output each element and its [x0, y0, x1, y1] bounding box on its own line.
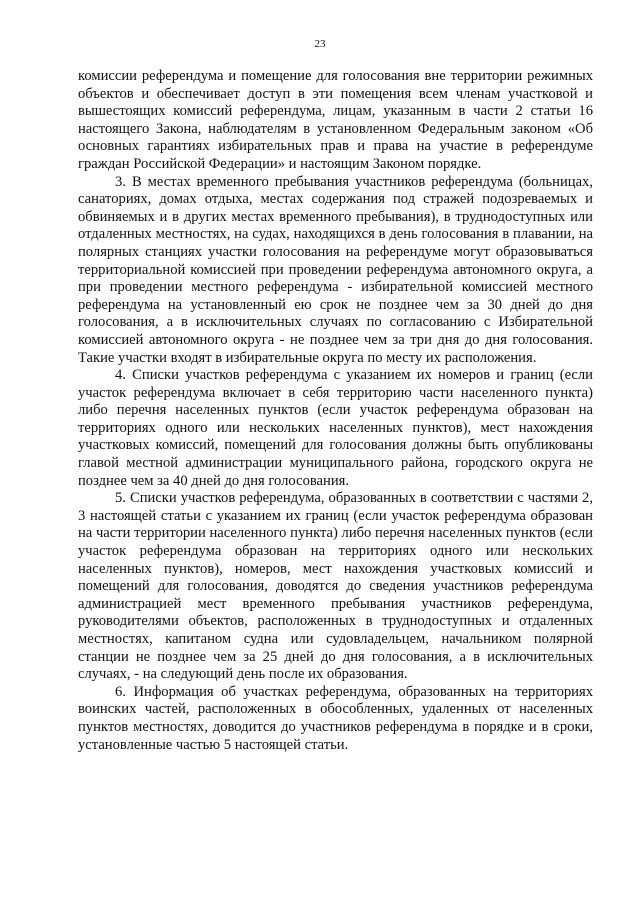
paragraph-continuation: комиссии референдума и помещение для голосования вне территории режимных объектов и обеспечивает доступ в эти помещения всем членам участковой и вышестоящих комиссий референдума, лицам, указанным в части 2 статьи 16 настоящего Закона, наблюдателям в установленном Федеральным законом «Об основных гарантиях избирательных прав и права на участие в референдуме граждан Российской Федерации» и настоящим Законом порядке.	[78, 68, 593, 172]
page-number: 23	[314, 38, 326, 50]
paragraph-3: 3. В местах временного пребывания участников референдума (больницах, санаториях, домах отдыха, местах содержания под стражей подозреваемых и обвиняемых и в других местах временного пребывания), в труднодоступных или отдаленных местностях, на судах, находящихся в день голосования в плавании, на полярных станциях участки голосования на референдуме могут образовываться территориальной комиссией при проведении референдума автономного округа, а при проведении местного референдума - избирательной комиссией местного референдума на установленный ею срок не позднее чем за 30 дней до дня голосования, а в исключительных случаях по согласованию с Избирательной комиссией автономного округа - не позднее чем за три дня до дня голосования. Такие участки входят в избирательные округа по месту их расположения.	[78, 173, 593, 366]
paragraph-4: 4. Списки участков референдума с указанием их номеров и границ (если участок референдума включает в себя территорию части населенного пункта) либо перечня населенных пунктов (если участок референдума образован на территориях одного или нескольких населенных пунктов), мест нахождения участковых комиссий, помещений для голосования должны быть опубликованы главой местной администрации муниципального района, городского округа не позднее чем за 40 дней до дня голосования.	[78, 367, 593, 489]
paragraph-6: 6. Информация об участках референдума, образованных на территориях воинских частей, расположенных в обособленных, удаленных от населенных пунктов местностях, доводится до участников референдума в порядке и в сроки, установленные частью 5 настоящей статьи.	[78, 683, 593, 753]
document-body	[78, 68, 593, 754]
paragraph-5: 5. Списки участков референдума, образованных в соответствии с частями 2, 3 настоящей статьи с указанием их границ (если участок референдума образован на части территории населенного пункта) либо перечня населенных пунктов (если участок референдума образован на территориях одного или нескольких населенных пунктов), номеров, мест нахождения участковых комиссий и помещений для голосования, доводятся до сведения участников референдума администрацией мест временного пребывания участников референдума, руководителями объектов, расположенных в труднодоступных и отдаленных местностях, капитаном судна или судовладельцем, начальником полярной станции не позднее чем за 25 дней до дня голосования, а в исключительных случаях, - на следующий день после их образования.	[78, 490, 593, 683]
